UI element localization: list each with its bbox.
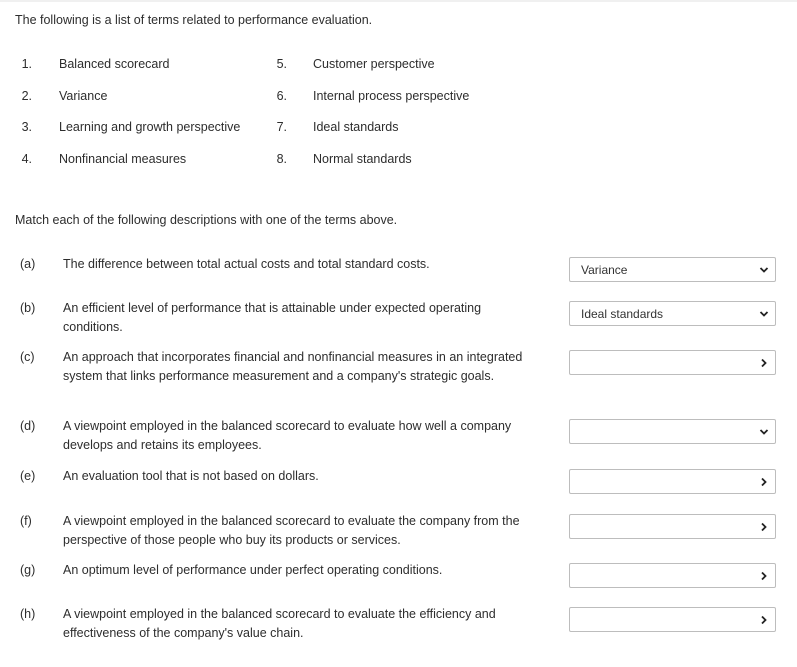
term-number: 6. [276,89,287,103]
term-number: 5. [276,57,287,71]
term-label: Learning and growth perspective [59,120,241,134]
term-label: Customer perspective [313,57,435,71]
row-letter: (d) [20,419,36,433]
answer-select-e[interactable] [569,469,776,494]
chevron-right-icon [759,571,769,581]
intro-text: The following is a list of terms related to performance evaluation. [15,13,373,27]
match-instructions: Match each of the following descriptions with one of the terms above. [15,213,398,227]
selected-value: Ideal standards [581,307,664,321]
answer-select-d[interactable] [569,419,776,444]
term-label: Balanced scorecard [59,57,170,71]
answer-select-h[interactable] [569,607,776,632]
row-description: The difference between total actual costs and total standard costs. [63,257,430,271]
term-label: Normal standards [313,152,412,166]
chevron-right-icon [759,522,769,532]
row-letter: (a) [20,257,36,271]
row-description: An optimum level of performance under perfect operating conditions. [63,563,443,577]
term-label: Nonfinancial measures [59,152,187,166]
answer-select-f[interactable] [569,514,776,539]
term-number: 2. [21,89,32,103]
term-number: 4. [21,152,32,166]
row-description: A viewpoint employed in the balanced scorecard to evaluate the company from the perspective of those people who buy its products or services. [63,514,520,547]
selected-value: Variance [581,263,628,277]
term-label: Internal process perspective [313,89,470,103]
row-letter: (e) [20,469,36,483]
chevron-right-icon [759,615,769,625]
answer-select-b[interactable] [569,301,776,326]
term-number: 1. [21,57,32,71]
answer-select-a[interactable] [569,257,776,282]
chevron-right-icon [759,477,769,487]
row-description: A viewpoint employed in the balanced scorecard to evaluate how well a company develops and retains its employees. [63,419,512,452]
term-number: 8. [276,152,287,166]
chevron-down-icon [759,265,769,275]
row-description: An approach that incorporates financial and nonfinancial measures in an integrated system that links performance measurement and a company's strategic goals. [63,350,523,383]
chevron-down-icon [759,309,769,319]
row-letter: (g) [20,563,36,577]
term-label: Ideal standards [313,120,399,134]
term-number: 7. [276,120,287,134]
chevron-down-icon [759,427,769,437]
row-letter: (h) [20,607,36,621]
top-divider [0,0,797,2]
term-label: Variance [59,89,108,103]
chevron-right-icon [759,358,769,368]
row-letter: (c) [20,350,35,364]
row-description: A viewpoint employed in the balanced scorecard to evaluate the efficiency and effectiveness of the company's value chain. [63,607,496,640]
row-description: An evaluation tool that is not based on dollars. [63,469,319,483]
row-letter: (b) [20,301,36,315]
row-letter: (f) [20,514,32,528]
answer-select-c[interactable] [569,350,776,375]
answer-select-g[interactable] [569,563,776,588]
row-description: An efficient level of performance that is attainable under expected operating conditions. [63,301,482,334]
term-number: 3. [21,120,32,134]
